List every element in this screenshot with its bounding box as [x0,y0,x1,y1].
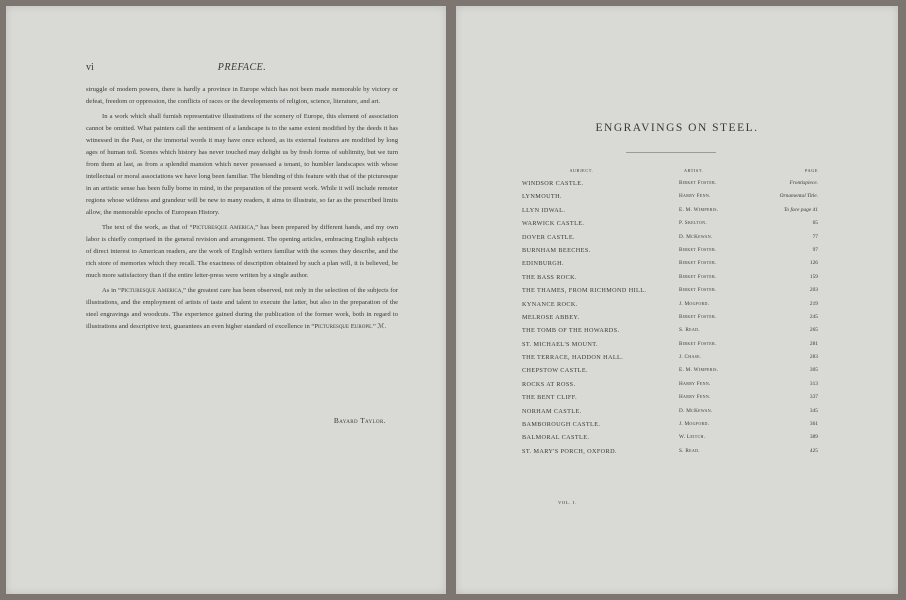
engraving-subject: BURNHAM BEECHES. [522,246,591,254]
engraving-page: 159 [809,273,818,280]
header-artist: ARTIST. [684,168,704,173]
engraving-page: 313 [809,380,818,387]
paragraph: In a work which shall furnish representative illustrations of the scenery of Europe, this element of association cannot be omitted. What painters call the sentiment of a landscape is to the same extent modified by the deeds it has witnessed in the Past, or the immortal words it may have once echoed, as its external features are modified by long ages of human toil. Scenes which history has never touched may delight us by fresh forms of sublimity, but we turn from them at last, as from a splendid mansion which never possessed a tenant, to humbler landscapes with whose intellectual or moral associations we have long been familiar. The blending of this feature with that of the picturesque in an artistic sense has been fully borne in mind, in the preparation of the present work. While it will include remoter regions whose wildness and grandeur will be new to many readers, it aims to illustrate, so far as the prescribed limits allow, the memorable epochs of European History. [86,113,398,216]
engraving-artist: Birket Foster. [679,287,717,294]
table-row [522,421,818,434]
engraving-artist: S. Read. [679,327,700,334]
table-row [522,193,818,206]
engraving-page: 305 [809,367,818,374]
engraving-artist: Harry Fenn. [679,380,711,387]
engraving-page: To face page 41 [783,206,818,213]
signature: Bayard Taylor. [333,416,386,425]
list-title: ENGRAVINGS ON STEEL. [595,122,759,134]
engraving-subject: LYNMOUTH. [522,193,562,201]
engraving-page: 389 [809,434,818,441]
engraving-artist: Birket Foster. [679,260,717,267]
engraving-subject: NORHAM CASTLE. [522,407,582,415]
engraving-page: 337 [809,394,818,401]
table-row [522,206,818,220]
engraving-page: Ornamental Title. [779,193,818,200]
table-row [522,354,818,367]
engraving-subject: MELROSE ABBEY. [522,313,580,321]
book-title: Picturesque America [192,224,254,231]
text-run: As in “ [102,287,121,294]
title-rule [626,152,716,153]
engraving-artist: S. Read. [679,447,700,454]
running-title: PREFACE. [217,62,267,73]
table-row [522,300,818,314]
engraving-artist: D. McKewan. [679,233,713,240]
engraving-subject: EDINBURGH. [522,260,564,268]
engraving-artist: W. Leitch. [679,434,706,441]
engraving-page: 283 [809,354,818,361]
engraving-artist: P. Skelton. [679,220,707,227]
engraving-subject: KYNANCE ROCK. [522,300,578,308]
engraving-artist: E. M. Wimperis. [679,206,719,213]
engraving-artist: Birket Foster. [679,340,717,347]
engraving-subject: WARWICK CASTLE. [522,220,585,228]
table-row [522,313,818,327]
paragraph [86,285,398,333]
engraving-page: 265 [809,327,818,334]
table-row [522,273,818,287]
running-head [86,62,398,76]
engraving-artist: Harry Fenn. [679,394,711,401]
paragraph [86,222,398,282]
table-row [522,220,818,233]
table-row [522,340,818,354]
engraving-page: 219 [809,300,818,307]
engraving-artist: J. Chase. [679,354,702,361]
engraving-artist: D. McKewan. [679,407,713,414]
engraving-subject: THE TERRACE, HADDON HALL. [522,354,624,362]
engraving-page: 345 [809,407,818,414]
engravings-table [522,168,818,461]
table-row [522,407,818,421]
table-row [522,233,818,247]
table-row [522,180,818,193]
engraving-artist: Birket Foster. [679,246,717,253]
text-run: ,” the greatest care has been observed, not only in the selection of the subjects for illustrations, and the employment of artists of taste and talent to execute the latter, but also in the preparation of the steel engravings and woodcuts. The experience gained during the publication of the former work, both in regard to illustrations and descriptive text, guarantees an even higher standard of excellence in “ [86,287,398,330]
engraving-page: 245 [809,313,818,320]
engraving-page: 281 [809,340,818,347]
text-run: ,” has been prepared by different hands, and my own labor is chiefly comprised in the general revision and arrangement. The opening articles, embracing English subjects of direct interest to American readers, are the work of English writers familiar with the scenes they describe, and the rich store of memories which they recall. The exactness of description obtained by such a plan will, it is believed, be much more satisfactory than if the entire letter-press were written by a single author. [86,224,399,279]
engraving-subject: THE TOMB OF THE HOWARDS. [522,327,620,335]
engraving-subject: ST. MARY'S PORCH, OXFORD. [522,447,617,455]
engraving-subject: BAMBOROUGH CASTLE. [522,421,601,429]
table-row [522,260,818,273]
engraving-subject: ST. MICHAEL'S MOUNT. [522,340,598,348]
page-number: vi [86,62,94,73]
table-row [522,447,818,461]
engraving-page: 425 [809,447,818,454]
engraving-artist: J. Mogford. [679,300,710,307]
preface-text [86,84,398,336]
header-subject: SUBJECT. [570,168,594,173]
engraving-artist: E. M. Wimperis. [679,367,719,374]
table-row [522,380,818,394]
header-page: PAGE [805,168,818,173]
engraving-subject: ROCKS AT ROSS. [522,380,576,388]
engraving-artist: Birket Foster. [679,313,717,320]
engraving-subject: DOVER CASTLE. [522,233,575,241]
engraving-subject: WINDSOR CASTLE. [522,180,584,187]
engraving-artist: J. Mogford. [679,421,710,428]
table-row [522,434,818,447]
engraving-subject: CHEPSTOW CASTLE. [522,367,588,375]
paragraph: struggle of modern powers, there is hardly a province in Europe which has not been made memorable by victory or defeat, freedom or oppression, the conflicts of races or the developments of religion, science, literature, and art. [86,86,398,105]
table-row [522,246,818,260]
engraving-subject: LLYN IDWAL. [522,206,566,214]
engraving-artist: Harry Fenn. [679,193,711,200]
table-row [522,287,818,300]
engraving-subject: THE THAMES, FROM RICHMOND HILL. [522,287,647,295]
engraving-page: 77 [812,233,818,240]
engraving-subject: THE BASS ROCK. [522,273,577,281]
right-page [456,6,898,594]
book-title: Picturesque Europe [314,323,372,330]
engraving-page: 203 [809,287,818,294]
book-title: Picturesque America [120,287,182,294]
text-run: .” ℳ. [371,323,387,330]
table-row [522,394,818,407]
engraving-subject: THE BENT CLIFF. [522,394,578,402]
table-row [522,327,818,340]
engraving-page: 126 [809,260,818,267]
engraving-subject: BALMORAL CASTLE. [522,434,590,442]
table-row [522,367,818,380]
engraving-page: Frontispiece. [789,180,818,186]
text-run: The text of the work, as that of “ [102,224,193,231]
engraving-artist: Birket Foster. [679,180,717,186]
engraving-artist: Birket Foster. [679,273,717,280]
engraving-page: 65 [812,220,818,227]
engraving-page: 97 [812,246,818,253]
table-header [522,168,818,180]
engraving-page: 361 [809,421,818,428]
left-page [6,6,446,594]
volume-mark: VOL. I. [558,500,577,505]
